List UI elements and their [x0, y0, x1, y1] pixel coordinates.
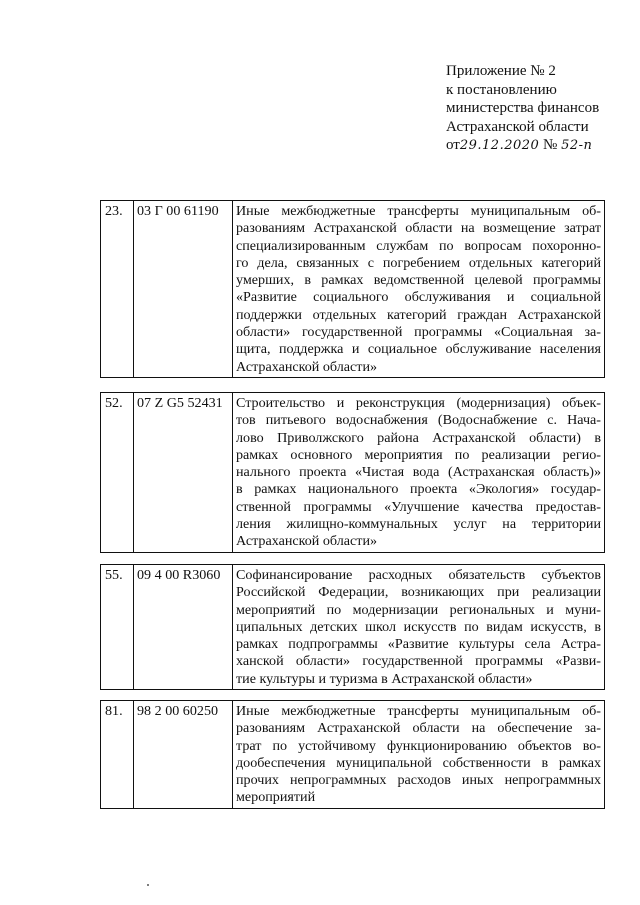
row-code: 98 2 00 60250 [134, 701, 233, 808]
description-line: Строительство и реконструкция (модернизация) объек- [236, 395, 601, 411]
description-line: области» государственной программы «Социальная за- [236, 324, 601, 341]
row-code: 03 Г 00 61190 [134, 201, 233, 377]
header-line-4: Астраханской области [446, 118, 589, 135]
handwritten-date: 29.12.2020 [459, 138, 540, 153]
description-line: Астраханской области» [236, 358, 378, 375]
table-row [100, 200, 605, 378]
description-line: в рамках национального проекта «Экология» государ- [236, 481, 601, 498]
row-number: 52. [101, 393, 134, 552]
description-line: мероприятий по модернизации региональных и муни- [236, 601, 601, 618]
row-code: 07 Z G5 52431 [134, 393, 233, 552]
description-line: ления жилищно-коммунальных услуг на территории [236, 516, 601, 533]
description-line: мероприятий [236, 789, 316, 806]
date-prefix: от [446, 137, 460, 153]
row-description [233, 565, 604, 689]
description-line: разованиям Астраханской области на обеспечение за- [236, 720, 601, 737]
row-number: 81. [101, 701, 134, 808]
description-line: рамках подпрограммы «Развитие культуры села Астра- [236, 636, 601, 653]
description-line: Иные межбюджетные трансферты муниципальным об- [236, 703, 601, 719]
row-description [233, 201, 604, 377]
appendix-title: Приложение № 2 [446, 63, 556, 79]
row-number: 55. [101, 565, 134, 689]
number-prefix: № [543, 137, 558, 153]
description-line: ственной программы «Улучшение качества предостав- [236, 498, 601, 515]
description-line: тие культуры и туризма в Астраханской области» [236, 670, 533, 687]
description-line: рамках основного мероприятия по реализации регио- [236, 446, 601, 463]
description-line: лово Приволжского района Астраханской области) в [236, 429, 601, 446]
row-number: 23. [101, 201, 134, 377]
description-line: Иные межбюджетные трансферты муниципальным об- [236, 203, 601, 219]
description-line: Российской Федерации, возникающих при реализации [236, 584, 601, 601]
description-line: умерших, в рамках ведомственной целевой программы [236, 272, 601, 289]
description-line: прочих непрограммных расходов иных непрограммных [236, 772, 601, 789]
description-line: поддержки отдельных категорий граждан Астраханской [236, 306, 601, 323]
description-line: нального проекта «Чистая вода (Астраханская область)» [236, 464, 601, 481]
row-description [233, 701, 604, 808]
table-row [100, 700, 605, 809]
description-line: ханской области» государственной программы «Разви- [236, 653, 601, 670]
description-line: разованиям Астраханской области на возмещение затрат [236, 220, 601, 237]
description-line: «Развитие социального обслуживания и социальной [236, 289, 601, 306]
header-line-3: министерства финансов [446, 100, 600, 116]
description-line: Астраханской области» [236, 533, 378, 550]
description-line: Софинансирование расходных обязательств субъектов [236, 567, 601, 583]
row-code: 09 4 00 R3060 [134, 565, 233, 689]
handwritten-number: 52-п [561, 138, 593, 153]
table-row [100, 392, 605, 553]
description-line: ципальных детских школ искусств по видам искусств, в [236, 618, 601, 635]
description-line: дообеспечения муниципальной собственности в рамках [236, 754, 601, 771]
scan-speck [147, 884, 149, 886]
header-date-line [446, 136, 636, 156]
row-description [233, 393, 604, 552]
description-line: го дела, связанных с погребением отдельных категорий [236, 254, 601, 271]
document-header [446, 62, 636, 156]
description-line: трат по устойчивому функционированию объектов во- [236, 737, 601, 754]
description-line: щита, поддержка и социальное обслуживание населения [236, 341, 601, 358]
description-line: тов питьевого водоснабжения (Водоснабжение с. Нача- [236, 412, 601, 429]
header-line-2: к постановлению [446, 81, 557, 98]
table-row [100, 564, 605, 690]
description-line: специализированным службам по вопросам похоронно- [236, 237, 601, 254]
